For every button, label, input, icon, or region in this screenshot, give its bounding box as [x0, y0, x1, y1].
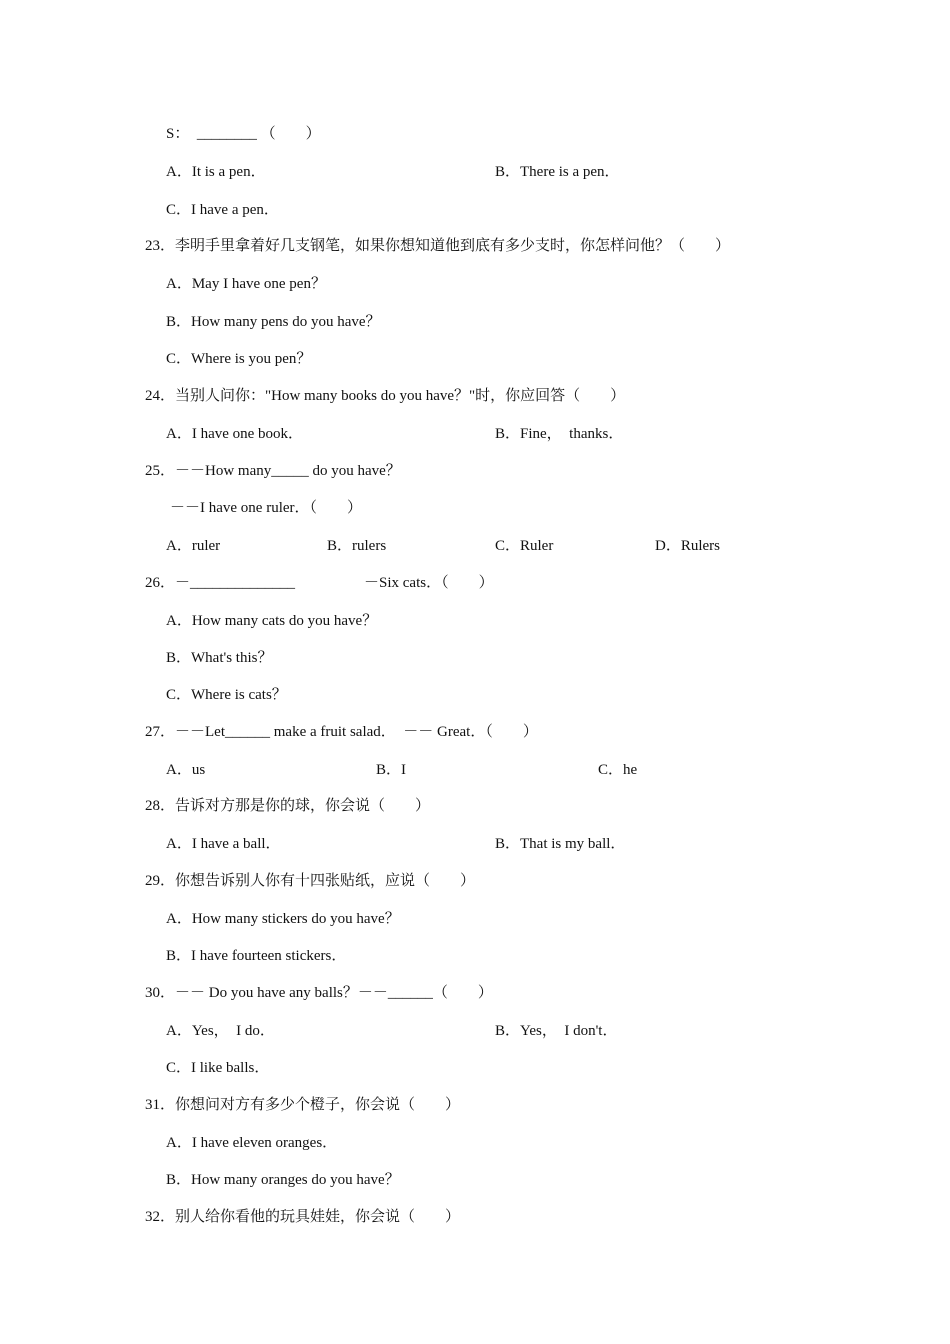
option-a[interactable]: A．How many cats do you have？ — [166, 613, 378, 629]
option-b[interactable]: B．Fine， thanks． — [495, 426, 624, 442]
option-a[interactable]: A．May I have one pen？ — [166, 276, 326, 292]
option-a[interactable]: A．I have a ball． — [166, 836, 281, 852]
option-c[interactable]: C．I like balls． — [166, 1060, 270, 1076]
option-a[interactable]: A．I have eleven oranges． — [166, 1135, 338, 1151]
option-b[interactable]: B．That is my ball． — [495, 836, 626, 852]
question-stem: 26．－______________ — [145, 575, 296, 591]
option-a[interactable]: A．It is a pen． — [166, 164, 266, 180]
question-stem: 32．别人给你看他的玩具娃娃，你会说（ ） — [145, 1209, 461, 1225]
option-b[interactable]: B．I have fourteen stickers． — [166, 948, 347, 964]
question-stem: 30．－－ Do you have any balls？－－______（ ） — [145, 985, 493, 1001]
option-a[interactable]: A．Yes， I do． — [166, 1023, 275, 1039]
question-stem: 24．当别人问你："How many books do you have？"时，你应回答（ ） — [145, 388, 626, 404]
question-stem-reply: －－I have one ruler．（ ） — [170, 500, 363, 516]
option-a[interactable]: A．us — [166, 762, 206, 778]
option-b[interactable]: B．How many oranges do you have？ — [166, 1172, 400, 1188]
question-stem: 28．告诉对方那是你的球，你会说（ ） — [145, 798, 431, 814]
question-stem: 23．李明手里拿着好几支钢笔，如果你想知道他到底有多少支时，你怎样问他？（ ） — [145, 238, 731, 254]
dialogue-line: S： ________ （ ） — [166, 126, 321, 142]
option-b[interactable]: B．I — [376, 762, 407, 778]
option-c[interactable]: C．I have a pen． — [166, 202, 279, 218]
option-c[interactable]: C．Where is cats？ — [166, 687, 287, 703]
option-d[interactable]: D．Rulers — [655, 538, 720, 554]
option-a[interactable]: A．How many stickers do you have？ — [166, 911, 400, 927]
option-c[interactable]: C．Where is you pen？ — [166, 351, 312, 367]
option-c[interactable]: C．he — [598, 762, 638, 778]
question-stem: 29．你想告诉别人你有十四张贴纸，应说（ ） — [145, 873, 476, 889]
option-c[interactable]: C．Ruler — [495, 538, 554, 554]
option-b[interactable]: B．Yes， I don't． — [495, 1023, 618, 1039]
option-b[interactable]: B．There is a pen． — [495, 164, 620, 180]
question-stem: 27．－－Let______ make a fruit salad． －－ Great．（ ） — [145, 724, 538, 740]
option-b[interactable]: B．rulers — [327, 538, 387, 554]
option-a[interactable]: A．I have one book． — [166, 426, 304, 442]
question-stem: 25．－－How many_____ do you have？ — [145, 463, 401, 479]
option-b[interactable]: B．What's this？ — [166, 650, 273, 666]
question-stem-reply: －Six cats．（ ） — [364, 575, 494, 591]
question-stem: 31．你想问对方有多少个橙子，你会说（ ） — [145, 1097, 461, 1113]
option-a[interactable]: A．ruler — [166, 538, 221, 554]
option-b[interactable]: B．How many pens do you have？ — [166, 314, 381, 330]
